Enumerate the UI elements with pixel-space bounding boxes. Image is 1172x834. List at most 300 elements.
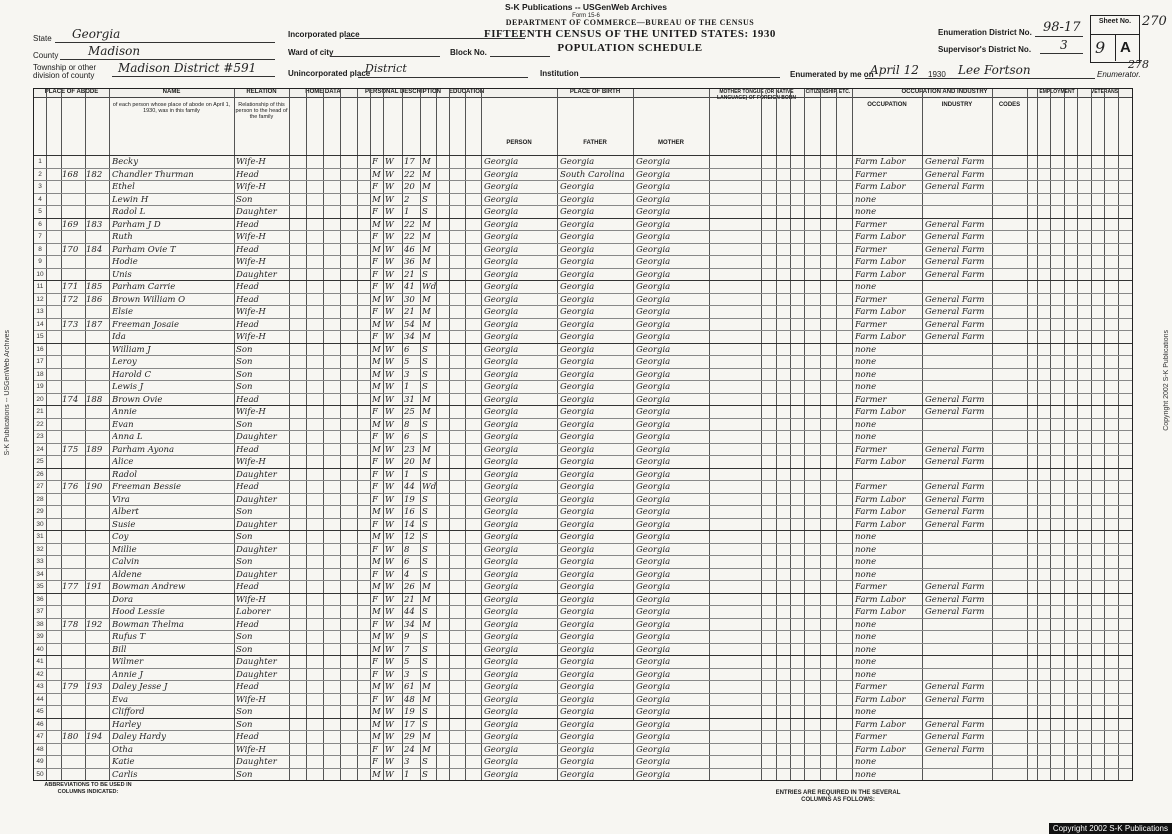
sheet-letter: A <box>1120 39 1131 56</box>
cell-name: Rufus T <box>112 632 146 642</box>
unincorporated-line <box>358 77 528 78</box>
cell-ms: M <box>422 457 431 467</box>
cell-age: 3 <box>404 669 410 680</box>
cell-ind: General Farm <box>925 444 985 455</box>
cell-ms: S <box>422 344 428 355</box>
cell-ms: M <box>422 732 431 742</box>
cell-fbp: Georgia <box>560 557 595 567</box>
table-row <box>34 518 1132 531</box>
county-value: Madison <box>88 44 141 58</box>
cell-occ: Farmer <box>855 682 887 692</box>
cell-n: 12 <box>36 295 44 303</box>
cell-bp: Georgia <box>484 382 519 392</box>
cell-mbp: Georgia <box>636 619 671 630</box>
cell-mbp: Georgia <box>636 694 671 705</box>
cell-race: W <box>385 244 394 255</box>
cell-ind <box>925 769 991 782</box>
cell-ms: S <box>422 419 428 430</box>
table-row <box>34 330 1132 343</box>
abbreviations-title: ABBREVIATIONS TO BE USED IN COLUMNS INDICATED: <box>44 782 132 795</box>
cell-name: Millie <box>112 544 137 555</box>
cell-mbp: Georgia <box>636 719 671 730</box>
cell-bp: Georgia <box>484 619 519 630</box>
cell-n: 17 <box>36 358 44 365</box>
cell-occ: none <box>855 757 877 767</box>
cell-rel: Head <box>236 294 259 305</box>
cell-bp: Georgia <box>484 532 519 542</box>
cell-name: Lewis J <box>112 382 144 392</box>
cell-name: Calvin <box>112 557 140 567</box>
cell-fam: 184 <box>86 244 103 255</box>
institution-line <box>580 77 780 78</box>
cell-n: 44 <box>36 695 44 703</box>
institution-label: Institution <box>540 69 579 78</box>
cell-race: W <box>385 694 394 705</box>
cell-ms: M <box>422 169 431 180</box>
cell-rel: Son <box>236 507 253 517</box>
cell-sex: M <box>372 319 381 330</box>
table-row <box>34 355 1132 368</box>
cell-mbp: Georgia <box>636 444 671 455</box>
table-row <box>34 305 1132 318</box>
cell-occ: Farm Labor <box>855 494 906 505</box>
cell-bp: Georgia <box>484 544 519 555</box>
cell-rel: Wife-H <box>236 307 266 317</box>
cell-race: W <box>385 394 394 405</box>
cell-fam: 188 <box>86 394 103 405</box>
cell-occ: Farmer <box>855 244 887 255</box>
cell-sex: F <box>372 307 378 317</box>
cell-ms: S <box>422 382 428 392</box>
cell-ind: General Farm <box>925 232 985 242</box>
enumeration-line <box>1035 36 1083 37</box>
cell-race: W <box>385 294 394 305</box>
cell-n: 33 <box>36 558 44 565</box>
cell-bp: Georgia <box>484 582 519 592</box>
group-mother-tongue: MOTHER TONGUE (OR NATIVE LANGUAGE) OF FOREIGN BORN <box>709 89 804 98</box>
cell-n: 37 <box>36 608 44 615</box>
cell-sex: F <box>372 544 378 555</box>
cell-occ: none <box>855 432 877 442</box>
cell-dw: 179 <box>62 682 79 692</box>
cell-age: 1 <box>404 207 410 217</box>
cell-age: 7 <box>404 644 410 655</box>
cell-sex: F <box>372 494 378 505</box>
cell-sex: F <box>372 232 378 242</box>
cell-bp: Georgia <box>484 232 519 242</box>
cell-age: 41 <box>404 282 415 292</box>
occupation-head: OCCUPATION <box>867 102 907 108</box>
cell-occ: Farmer <box>855 582 887 592</box>
cell-bp: Georgia <box>484 469 519 480</box>
cell-ms: Wd <box>422 482 436 492</box>
cell-age: 22 <box>404 232 415 242</box>
cell-occ: Farm Labor <box>855 457 906 467</box>
cell-ms: S <box>422 769 428 780</box>
cell-n: 36 <box>36 595 44 603</box>
cell-rel: Daughter <box>236 519 277 530</box>
cell-rel: Son <box>236 532 253 542</box>
cell-ind: General Farm <box>925 219 985 230</box>
table-row <box>34 743 1132 756</box>
form-number: Form 15-6 <box>572 13 600 19</box>
cell-age: 9 <box>404 632 410 642</box>
cell-age: 12 <box>404 532 415 542</box>
sheet-label: Sheet No. <box>1098 18 1132 25</box>
cell-fbp: Georgia <box>560 344 595 355</box>
table-row <box>34 680 1132 693</box>
cell-n: 41 <box>36 658 44 665</box>
cell-bp: Georgia <box>484 219 519 230</box>
cell-fbp: Georgia <box>560 669 595 680</box>
enumerator-name: Lee Fortson <box>958 63 1031 77</box>
incorporated-line <box>345 38 525 39</box>
cell-age: 34 <box>404 619 415 630</box>
cell-fbp: South Carolina <box>560 169 625 180</box>
cell-ind: General Farm <box>925 294 985 305</box>
group-occupation-industry: OCCUPATION AND INDUSTRY <box>852 89 1037 98</box>
cell-fam: 191 <box>86 582 103 592</box>
cell-age: 20 <box>404 457 415 467</box>
cell-n: 24 <box>36 445 44 453</box>
cell-name: Daley Jesse J <box>112 682 168 692</box>
cell-name: William J <box>112 344 151 355</box>
cell-n: 11 <box>36 283 44 290</box>
cell-bp: Georgia <box>484 557 519 567</box>
cell-n: 42 <box>36 670 44 678</box>
table-row <box>34 730 1132 743</box>
cell-fbp: Georgia <box>560 494 595 505</box>
cell-race: W <box>385 194 394 205</box>
state-value: Georgia <box>72 27 121 41</box>
cell-rel: Wife-H <box>236 182 266 192</box>
cell-age: 21 <box>404 594 415 605</box>
cell-sex: F <box>372 282 378 292</box>
unincorporated-value: District <box>365 62 407 75</box>
cell-sex: F <box>372 432 378 442</box>
cell-race: W <box>385 169 394 180</box>
cell-name: Aldene <box>112 569 142 580</box>
cell-bp: Georgia <box>484 244 519 255</box>
cell-name: Albert <box>112 507 139 517</box>
cell-mbp: Georgia <box>636 357 671 367</box>
cell-occ: none <box>855 657 877 667</box>
cell-age: 36 <box>404 257 415 267</box>
cell-fbp: Georgia <box>560 157 595 167</box>
cell-ms: M <box>422 444 431 455</box>
cell-name: Freeman Bessie <box>112 482 182 492</box>
group-place-of-abode: PLACE OF ABODE <box>34 89 109 98</box>
cell-ms: M <box>422 407 431 417</box>
cell-age: 19 <box>404 494 415 505</box>
cell-n: 2 <box>38 170 42 178</box>
cell-ind: General Farm <box>925 682 985 692</box>
cell-ms: S <box>422 207 428 217</box>
cell-race: W <box>385 207 394 217</box>
cell-dw: 174 <box>62 394 79 405</box>
cell-sex: M <box>372 219 381 230</box>
cell-n: 43 <box>36 683 44 690</box>
cell-rel: Laborer <box>236 607 271 617</box>
cell-bp: Georgia <box>484 319 519 330</box>
cell-rel: Son <box>236 382 253 392</box>
table-row <box>34 243 1132 256</box>
cell-race: W <box>385 494 394 505</box>
cell-occ: Farmer <box>855 732 887 742</box>
enumerator-label: Enumerator. <box>1097 70 1141 79</box>
cell-ind: General Farm <box>925 594 985 605</box>
cell-name: Otha <box>112 744 133 755</box>
cell-ms: M <box>422 244 431 255</box>
cell-sex: M <box>372 582 381 592</box>
cell-race: W <box>385 657 394 667</box>
cell-fbp: Georgia <box>560 407 595 417</box>
cell-fbp: Georgia <box>560 544 595 555</box>
cell-sex: M <box>372 682 381 692</box>
cell-sex: M <box>372 294 381 305</box>
cell-ind: General Farm <box>925 157 985 167</box>
table-row <box>34 280 1132 293</box>
cell-ms: M <box>422 294 431 305</box>
cell-occ: Farmer <box>855 394 887 405</box>
cell-ms: M <box>422 332 431 342</box>
table-row <box>34 693 1132 706</box>
cell-ms: M <box>422 394 431 405</box>
page-number-side: 278 <box>1128 58 1149 71</box>
banner: S-K Publications -- USGenWeb Archives <box>504 2 667 12</box>
cell-fbp: Georgia <box>560 182 595 192</box>
cell-ind: General Farm <box>925 507 985 517</box>
cell-n: 19 <box>36 383 44 390</box>
table-row <box>34 530 1132 543</box>
cell-occ: none <box>855 194 877 205</box>
cell-occ: Farmer <box>855 169 887 180</box>
cell-n: 49 <box>36 758 44 765</box>
cell-n: 6 <box>38 220 42 228</box>
cell-n: 15 <box>36 333 44 340</box>
industry-head: INDUSTRY <box>941 102 973 108</box>
cell-age: 29 <box>404 732 415 742</box>
cell-n: 23 <box>36 433 44 440</box>
table-row <box>34 593 1132 606</box>
cell-fbp: Georgia <box>560 619 595 630</box>
cell-sex: M <box>372 607 381 617</box>
table-row <box>34 268 1132 281</box>
cell-rel: Wife-H <box>236 744 266 755</box>
cell-mbp: Georgia <box>636 307 671 317</box>
cell-race: W <box>385 382 394 392</box>
supervisor-line <box>1040 53 1083 54</box>
cell-age: 44 <box>404 607 415 617</box>
enumeration-district-label: Enumeration District No. <box>938 28 1032 37</box>
cell-race: W <box>385 669 394 680</box>
cell-sex: F <box>372 594 378 605</box>
cell-occ: Farmer <box>855 319 887 330</box>
cell-race: W <box>385 682 394 692</box>
cell-ms: S <box>422 632 428 642</box>
cell-mbp: Georgia <box>636 344 671 355</box>
unincorporated-label: Unincorporated place <box>288 69 371 78</box>
cell-bp: Georgia <box>484 719 519 730</box>
cell-fbp: Georgia <box>560 282 595 292</box>
cell-name: Brown William O <box>112 294 186 305</box>
cell-ms: M <box>422 682 431 692</box>
cell-name: Harold C <box>112 369 152 380</box>
cell-race: W <box>385 332 394 342</box>
cell-age: 14 <box>404 519 415 530</box>
cell-fam: 185 <box>86 282 103 292</box>
cell-dw <box>62 769 84 782</box>
cell-fbp: Georgia <box>560 207 595 217</box>
cell-bp: Georgia <box>484 744 519 755</box>
cell-ind: General Farm <box>925 494 985 505</box>
cell-ms: M <box>422 319 431 330</box>
ward-label: Ward of city <box>288 48 334 57</box>
cell-age: 48 <box>404 694 415 705</box>
cell-n: 34 <box>36 570 44 578</box>
cell-ind: General Farm <box>925 319 985 330</box>
cell-n: 14 <box>36 320 44 328</box>
cell-age: 16 <box>404 507 415 517</box>
table-row <box>34 168 1132 181</box>
cell-sex: F <box>372 407 378 417</box>
cell-n: 47 <box>36 733 44 740</box>
cell-occ: none <box>855 282 877 292</box>
cell-mbp: Georgia <box>636 294 671 305</box>
cell-mbp: Georgia <box>636 632 671 642</box>
township-line <box>112 76 275 77</box>
cell-race: W <box>385 182 394 192</box>
cell-fbp: Georgia <box>560 694 595 705</box>
cell-fbp: Georgia <box>560 507 595 517</box>
cell-sex: M <box>372 632 381 642</box>
cell-name: Becky <box>112 157 138 167</box>
cell-rel: Daughter <box>236 494 277 505</box>
cell-ms: S <box>422 707 428 717</box>
cell-fbp: Georgia <box>560 644 595 655</box>
population-table <box>33 88 1133 781</box>
cell-mbp: Georgia <box>636 669 671 680</box>
cell-rel: Daughter <box>236 657 277 667</box>
cell-ms: S <box>422 569 428 580</box>
cell-bp: Georgia <box>484 569 519 580</box>
cell-mbp: Georgia <box>636 644 671 655</box>
cell-rel: Son <box>236 644 253 655</box>
cell-n: 50 <box>36 770 44 778</box>
cell-mbp: Georgia <box>636 282 671 292</box>
table-row <box>34 318 1132 331</box>
enumerated-date: April 12 <box>870 63 919 77</box>
cell-ms: S <box>422 469 428 480</box>
cell-name: Bill <box>112 644 127 655</box>
cell-race: W <box>385 532 394 542</box>
cell-ind: General Farm <box>925 394 985 405</box>
cell-ms: M <box>422 582 431 592</box>
table-row <box>34 455 1132 468</box>
cell-ms: M <box>422 594 431 605</box>
cell-name: Ethel <box>112 182 135 192</box>
cell-mbp: Georgia <box>636 419 671 430</box>
cell-race: W <box>385 432 394 442</box>
cell-rel: Head <box>236 319 259 330</box>
cell-bp: Georgia <box>484 482 519 492</box>
cell-sex: M <box>372 357 381 367</box>
cell-sex: M <box>372 169 381 180</box>
cell-age: 5 <box>404 657 410 667</box>
cell-name: Parham J D <box>112 219 161 230</box>
cell-occ: none <box>855 569 877 580</box>
cell-n: 1 <box>38 158 42 165</box>
cell-race: W <box>385 282 394 292</box>
cell-race: W <box>385 519 394 530</box>
cell-sex: F <box>372 257 378 267</box>
group-employment: EMPLOYMENT <box>1037 89 1077 98</box>
group-place-of-birth: PLACE OF BIRTH <box>481 89 709 98</box>
cell-name: Katie <box>112 757 135 767</box>
cell-ind: General Farm <box>925 719 985 730</box>
cell-age: 8 <box>404 419 410 430</box>
cell-name: Coy <box>112 532 129 542</box>
cell-fbp: Georgia <box>560 232 595 242</box>
township-value: Madison District #591 <box>118 61 257 75</box>
cell-mbp: Georgia <box>636 594 671 605</box>
cell-ind: General Farm <box>925 307 985 317</box>
cell-occ: none <box>855 532 877 542</box>
cell-ind: General Farm <box>925 482 985 492</box>
cell-occ: Farm Labor <box>855 719 906 730</box>
cell-n: 38 <box>36 620 44 628</box>
cell-occ: Farmer <box>855 444 887 455</box>
birth-person-head: PERSON <box>506 140 532 146</box>
cell-sex: F <box>372 657 378 667</box>
township-label: Township or other division of county <box>33 63 97 80</box>
table-row <box>34 468 1132 481</box>
cell-rel: Head <box>236 282 259 292</box>
cell-fam: 193 <box>86 682 103 692</box>
cell-age: 19 <box>404 707 415 717</box>
name-column-desc: of each person whose place of abode on April 1, 1930, was in this family <box>112 102 231 114</box>
cell-fam: 192 <box>86 619 103 630</box>
cell-sex: F <box>372 569 378 580</box>
left-watermark: S-K Publications -- USGenWeb Archives <box>4 330 11 456</box>
cell-rel: Wife-H <box>236 332 266 342</box>
group-relation: RELATION <box>234 89 289 98</box>
state-line <box>55 42 275 43</box>
table-row <box>34 605 1132 618</box>
cell-sex: F <box>372 269 378 280</box>
cell-rel: Wife-H <box>236 157 266 167</box>
cell-sex: F <box>372 619 378 630</box>
cell-n: 46 <box>36 720 44 728</box>
cell-rel: Daughter <box>236 269 277 280</box>
cell-race: W <box>385 632 394 642</box>
cell-rel: Son <box>236 194 253 205</box>
cell-occ: none <box>855 419 877 430</box>
cell-mbp: Georgia <box>636 657 671 667</box>
cell-ms: S <box>422 607 428 617</box>
cell-race: W <box>385 469 394 480</box>
cell-ms: S <box>422 669 428 680</box>
cell-bp: Georgia <box>484 182 519 192</box>
cell-n: 39 <box>36 633 44 640</box>
cell-age: 6 <box>404 344 410 355</box>
cell-n: 22 <box>36 420 44 428</box>
cell-fam: 183 <box>86 219 103 230</box>
cell-fam <box>86 769 108 782</box>
cell-race: W <box>385 757 394 767</box>
cell-n: 18 <box>36 370 44 378</box>
cell-occ: none <box>855 207 877 217</box>
